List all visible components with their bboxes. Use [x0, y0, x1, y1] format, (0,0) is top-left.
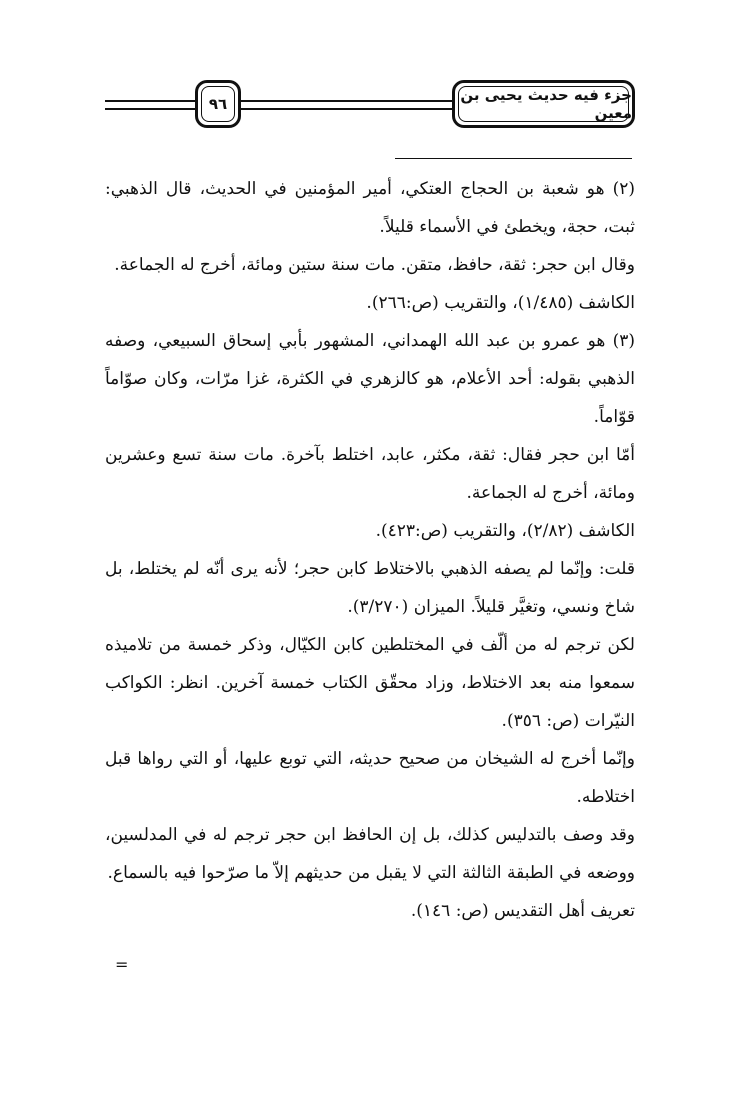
page-header [0, 0, 750, 150]
footnote-paragraph: وقال ابن حجر: ثقة، حافظ، متقن. مات سنة ستين ومائة، أخرج له الجماعة. [114, 255, 635, 275]
footnote-paragraph: الكاشف (١/٤٨٥)، والتقريب (ص:٢٦٦). [366, 293, 635, 313]
footnote-paragraph: قلت: وإنّما لم يصفه الذهبي بالاختلاط كابن حجر؛ لأنه يرى أنّه لم يختلط، بل شاخ ونسي، وتغيَّر قليلاً. الميزان (٣/٢٧٠). [105, 559, 635, 617]
footnote-paragraph: لكن ترجم له من ألّف في المختلطين كابن الكيّال، وذكر خمسة من تلاميذه سمعوا منه بعد الاختلاط، وزاد محقّق الكتاب خمسة آخرين. انظر: الكواكب النيّرات (ص: ٣٥٦). [105, 635, 635, 731]
footnote-paragraph: وقد وصف بالتدليس كذلك، بل إن الحافظ ابن حجر ترجم له في المدلسين، ووضعه في الطبقة الثالثة التي لا يقبل من حديثهم إلاّ ما صرّحوا فيه بالسماع. [105, 825, 635, 883]
footnote-paragraph: (٢) هو شعبة بن الحجاج العتكي، أمير المؤمنين في الحديث، قال الذهبي: ثبت، حجة، ويخطئ في الأسماء قليلاً. [105, 179, 635, 237]
footnote-paragraph: أمّا ابن حجر فقال: ثقة، مكثر، عابد، اختلط بآخرة. مات سنة تسع وعشرين ومائة، أخرج له الجماعة. [105, 445, 635, 503]
page-number: ٩٦ [208, 95, 228, 113]
header-rule-left-top [105, 100, 197, 102]
footnotes-body [105, 170, 635, 930]
footnote-paragraph: (٣) هو عمرو بن عبد الله الهمداني، المشهور بأبي إسحاق السبيعي، وصفه الذهبي بقوله: أحد الأعلام، هو كالزهري في الكثرة، غزا مرّات، وكان صوّاماً قوّاماً. [105, 331, 635, 427]
header-rule-middle-top [239, 100, 454, 102]
book-title: جزء فيه حديث يحيى بن معين [460, 86, 632, 122]
header-rule-middle-bottom [239, 108, 454, 110]
footnote-paragraph: الكاشف (٢/٨٢)، والتقريب (ص:٤٢٣). [375, 521, 635, 541]
footnote-paragraph: وإنّما أخرج له الشيخان من صحيح حديثه، التي توبع عليها، أو التي رواها قبل اختلاطه. [105, 749, 635, 807]
footnote-separator [395, 158, 632, 159]
header-rule-left-bottom [105, 108, 197, 110]
footnote-paragraph: تعريف أهل التقديس (ص: ١٤٦). [410, 901, 635, 921]
page-number-frame [195, 80, 241, 128]
continuation-mark: = [115, 955, 129, 974]
book-title-frame [452, 80, 635, 128]
